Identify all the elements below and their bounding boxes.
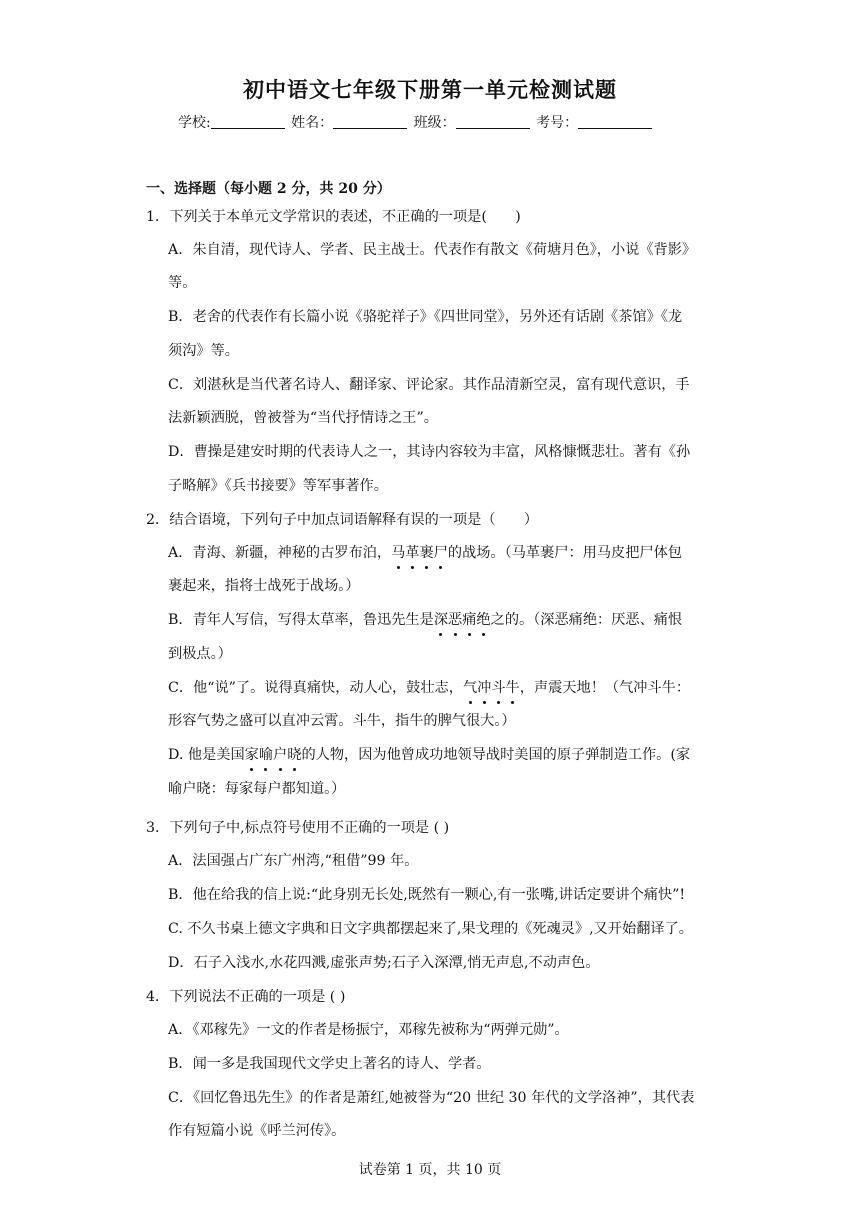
option-text: 的战场。（马革裹尸：用马皮把尸体包	[447, 545, 682, 561]
option-text: C．他“说”了。说得真痛快，动人心，鼓壮志，	[168, 680, 463, 696]
question-2-option-a	[168, 543, 682, 563]
exam-number-label: 考号：	[536, 115, 579, 131]
question-1-option-b: B．老舍的代表作有长篇小说《骆驼祥子》《四世同堂》，另外还有话剧《茶馆》《龙	[168, 309, 683, 325]
option-text: 之的。（深恶痛绝：厌恶、痛恨	[490, 612, 683, 628]
question-1-option-c: C．刘湛秋是当代著名诗人、翻译家、评论家。其作品清新空灵，富有现代意识，手	[168, 377, 690, 393]
name-label: 姓名：	[291, 115, 334, 131]
question-4-option-b: B．闻一多是我国现代文学史上著名的诗人、学者。	[168, 1056, 491, 1072]
dotted-char: 气	[462, 680, 478, 696]
dotted-char: 马	[391, 545, 406, 561]
exam-number-blank[interactable]	[578, 114, 652, 129]
dotted-char: 绝	[476, 612, 491, 628]
name-blank[interactable]	[333, 114, 407, 129]
dotted-char: 裹	[419, 545, 434, 561]
dotted-char: 冲	[477, 680, 492, 696]
dotted-char: 喻	[258, 747, 274, 763]
dotted-char: 户	[273, 747, 288, 763]
question-1-option-a: A．朱自清，现代诗人、学者、民主战士。代表作有散文《荷塘月色》，小说《背影》	[168, 242, 697, 258]
question-1-option-c-cont: 法新颖洒脱，曾被誉为“当代抒情诗之王”。	[168, 410, 438, 426]
question-1-stem: 1．下列关于本单元文学常识的表述，不正确的一项是( )	[146, 209, 521, 225]
class-blank[interactable]	[456, 114, 530, 129]
page-footer: 试卷第 1 页，共 10 页	[358, 1162, 502, 1178]
question-4-stem: 4．下列说法不正确的一项是 ( )	[146, 989, 346, 1005]
dotted-char: 恶	[448, 612, 463, 628]
class-label: 班级：	[413, 115, 456, 131]
question-1-option-d-cont: 子略解》《兵书接要》等军事著作。	[168, 478, 388, 494]
question-2-stem: 2．结合语境，下列句子中加点词语解释有误的一项是（ ）	[146, 512, 539, 528]
dotted-char: 革	[405, 545, 420, 561]
question-2-option-a-cont: 裹起来，指将士战死于战场。）	[168, 578, 360, 594]
question-2-option-d	[168, 745, 690, 765]
question-2-option-b-cont: 到极点。）	[168, 646, 232, 662]
option-text: A．青海、新疆，神秘的古罗布泊，	[168, 545, 392, 561]
question-3-stem: 3．下列句子中,标点符号使用不正确的一项是 ( )	[146, 820, 450, 836]
question-4-option-a: A．《邓稼先》一文的作者是杨振宁，邓稼先被称为“两弹元勋”。	[168, 1022, 569, 1038]
student-info-line	[178, 112, 654, 132]
question-2-option-c-cont: 形容气势之盛可以直冲云霄。斗牛，指牛的脾气很大。）	[168, 713, 516, 729]
question-3-option-c: C. 不久书桌上德文字典和日文字典都摆起来了,果戈理的《死魂灵》,又开始翻译了。	[168, 921, 693, 937]
dotted-char: 痛	[462, 612, 477, 628]
dotted-char: 家	[244, 747, 259, 763]
option-text: D. 他是美国	[168, 747, 245, 763]
exam-title: 初中语文七年级下册第一单元检测试题	[243, 77, 617, 102]
question-1-option-b-cont: 须沟》等。	[168, 343, 239, 359]
section-heading: 一、选择题（每小题 2 分，共 20 分）	[146, 181, 391, 197]
question-4-option-c: C．《回忆鲁迅先生》的作者是萧红,她被誉为“20 世纪 30 年代的文学洛神”，其代表	[168, 1090, 695, 1106]
dotted-char: 斗	[491, 680, 506, 696]
dotted-char: 尸	[433, 545, 448, 561]
question-1-option-a-cont: 等。	[168, 275, 197, 291]
option-text: 的人物，因为他曾成功地领导战时美国的原子弹制造工作。(家	[301, 747, 691, 763]
dotted-char: 晓	[287, 747, 302, 763]
question-3-option-d: D．石子入浅水,水花四溅,虚张声势;石子入深潭,悄无声息,不动声色。	[168, 955, 600, 971]
dotted-char: 牛	[505, 680, 520, 696]
dotted-char: 深	[433, 612, 449, 628]
option-text: ，声震天地！（气冲斗牛：	[519, 680, 691, 696]
question-3-option-a: A．法国强占广东广州湾,“租借”99 年。	[168, 853, 419, 869]
option-text: B．青年人写信，写得太草率，鲁迅先生是	[168, 612, 434, 628]
school-label: 学校:	[178, 115, 211, 131]
question-3-option-b: B．他在给我的信上说:“此身别无长处,既然有一颗心,有一张嘴,讲话定要讲个痛快”!	[168, 887, 686, 903]
question-2-option-c	[168, 678, 690, 698]
question-2-option-b	[168, 610, 682, 630]
question-1-option-d: D．曹操是建安时期的代表诗人之一，其诗内容较为丰富，风格慷慨悲壮。著有《孙	[168, 444, 691, 460]
school-blank[interactable]	[211, 114, 285, 129]
question-2-option-d-cont: 喻户晓：每家每户都知道。）	[168, 781, 346, 797]
question-4-option-c-cont: 作有短篇小说《呼兰河传》。	[168, 1123, 346, 1139]
